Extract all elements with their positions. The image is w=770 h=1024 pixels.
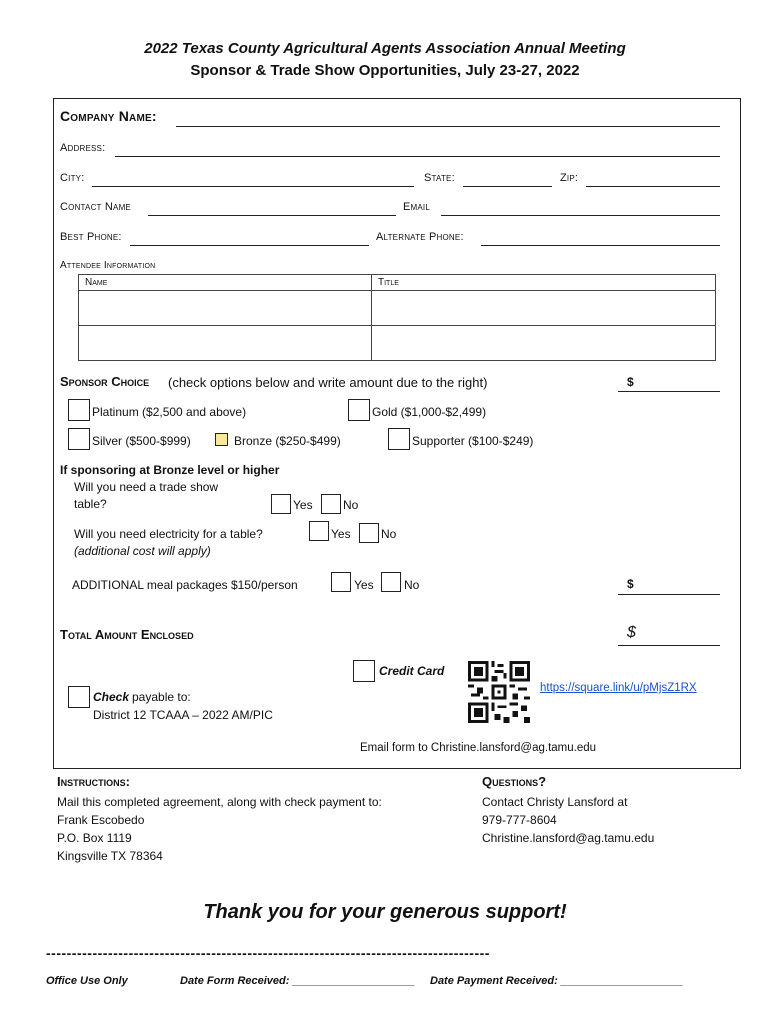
attendee-name-cell[interactable] [79, 291, 372, 326]
check-payee: District 12 TCAAA – 2022 AM/PIC [93, 708, 273, 722]
meal-no-checkbox[interactable] [381, 572, 401, 592]
gold-label: Gold ($1,000-$2,499) [372, 405, 487, 419]
state-label: State: [424, 172, 455, 184]
attendee-title-cell[interactable] [372, 326, 716, 361]
silver-checkbox[interactable] [68, 428, 90, 450]
company-name-label: Company Name: [60, 108, 157, 124]
contact-name-label: Contact Name [60, 201, 131, 213]
state-field[interactable] [463, 186, 552, 187]
city-field[interactable] [92, 186, 414, 187]
office-use-label: Office Use Only [46, 975, 128, 987]
meal-amount-field[interactable] [618, 594, 720, 595]
questions-line2: 979-777-8604 [482, 813, 557, 827]
trade-table-question-line1: Will you need a trade show [74, 480, 219, 494]
cut-line: -------------------------------------------------------------------------------------- [46, 945, 490, 961]
meal-dollar: $ [627, 577, 634, 591]
attendee-name-cell[interactable] [79, 326, 372, 361]
total-amount-label: Total Amount Enclosed [60, 627, 194, 642]
form-title: 2022 Texas County Agricultural Agents Association Annual Meeting [144, 40, 626, 57]
email-field[interactable] [441, 215, 720, 216]
electricity-question: Will you need electricity for a table? [74, 527, 263, 541]
platinum-label: Platinum ($2,500 and above) [92, 405, 247, 419]
electricity-yes-checkbox[interactable] [309, 521, 329, 541]
platinum-checkbox[interactable] [68, 399, 90, 421]
col-name-header: Name [79, 275, 372, 291]
sponsor-heading: Sponsor Choice [60, 374, 150, 389]
electricity-no-checkbox[interactable] [359, 523, 379, 543]
sponsor-amount-field[interactable] [618, 391, 720, 392]
credit-card-label: Credit Card [379, 664, 445, 678]
trade-table-no-checkbox[interactable] [321, 494, 341, 514]
bronze-checkbox[interactable] [215, 433, 228, 446]
date-payment-received: Date Payment Received: ____________________ [430, 975, 684, 987]
attendee-table [78, 274, 716, 361]
instructions-line1: Mail this completed agreement, along with check payment to: [57, 795, 382, 809]
zip-label: Zip: [560, 172, 579, 184]
table-row [79, 291, 716, 326]
trade-table-yes-checkbox[interactable] [271, 494, 291, 514]
electricity-no-label: No [381, 527, 397, 541]
supporter-label: Supporter ($100-$249) [412, 434, 534, 448]
questions-heading: Questions? [482, 774, 547, 789]
check-label: Check [93, 690, 130, 704]
electricity-yes-label: Yes [331, 527, 351, 541]
bronze-label: Bronze ($250-$499) [234, 434, 341, 448]
gold-checkbox[interactable] [348, 399, 370, 421]
alternate-phone-label: Alternate Phone: [376, 231, 464, 243]
check-checkbox[interactable] [68, 686, 90, 708]
meal-yes-checkbox[interactable] [331, 572, 351, 592]
trade-table-no-label: No [343, 498, 359, 512]
zip-field[interactable] [586, 186, 720, 187]
date-form-received: Date Form Received: ____________________ [180, 975, 415, 987]
form-subtitle: Sponsor & Trade Show Opportunities, July 23-27, 2022 [190, 62, 580, 79]
electricity-note: (additional cost will apply) [74, 544, 211, 558]
instructions-line3: P.O. Box 1119 [57, 831, 132, 845]
email-label: Email [403, 201, 431, 213]
email-form-instruction: Email form to Christine.lansford@ag.tamu.edu [360, 742, 597, 754]
meal-no-label: No [404, 578, 420, 592]
table-row [79, 326, 716, 361]
city-label: City: [60, 172, 85, 184]
questions-line3: Christine.lansford@ag.tamu.edu [482, 831, 655, 845]
meal-packages-label: ADDITIONAL meal packages $150/person [72, 578, 298, 592]
contact-name-field[interactable] [148, 215, 396, 216]
trade-table-question-line2: table? [74, 497, 107, 511]
total-amount-field[interactable] [618, 645, 720, 646]
trade-table-yes-label: Yes [293, 498, 313, 512]
best-phone-label: Best Phone: [60, 231, 122, 243]
credit-card-checkbox[interactable] [353, 660, 375, 682]
thank-you-message: Thank you for your generous support! [203, 901, 567, 923]
instructions-line4: Kingsville TX 78364 [57, 849, 163, 863]
company-name-field[interactable] [176, 126, 720, 127]
sponsor-dollar: $ [627, 375, 634, 389]
alternate-phone-field[interactable] [481, 245, 720, 246]
payment-link[interactable]: https://square.link/u/pMjsZ1RX [540, 682, 697, 694]
check-payable-label: payable to: [132, 690, 191, 704]
col-title-header: Title [372, 275, 716, 291]
sponsor-heading-note: (check options below and write amount due to the right) [168, 375, 488, 390]
silver-label: Silver ($500-$999) [92, 434, 191, 448]
instructions-heading: Instructions: [57, 774, 130, 789]
qr-code-icon[interactable] [468, 661, 530, 723]
address-field[interactable] [115, 156, 720, 157]
questions-line1: Contact Christy Lansford at [482, 795, 628, 809]
address-label: Address: [60, 142, 106, 154]
best-phone-field[interactable] [130, 245, 369, 246]
total-dollar: $ [627, 624, 636, 641]
meal-yes-label: Yes [354, 578, 374, 592]
supporter-checkbox[interactable] [388, 428, 410, 450]
attendee-heading: Attendee Information [60, 260, 156, 271]
bronze-section-heading: If sponsoring at Bronze level or higher [60, 463, 280, 477]
instructions-line2: Frank Escobedo [57, 813, 145, 827]
attendee-title-cell[interactable] [372, 291, 716, 326]
